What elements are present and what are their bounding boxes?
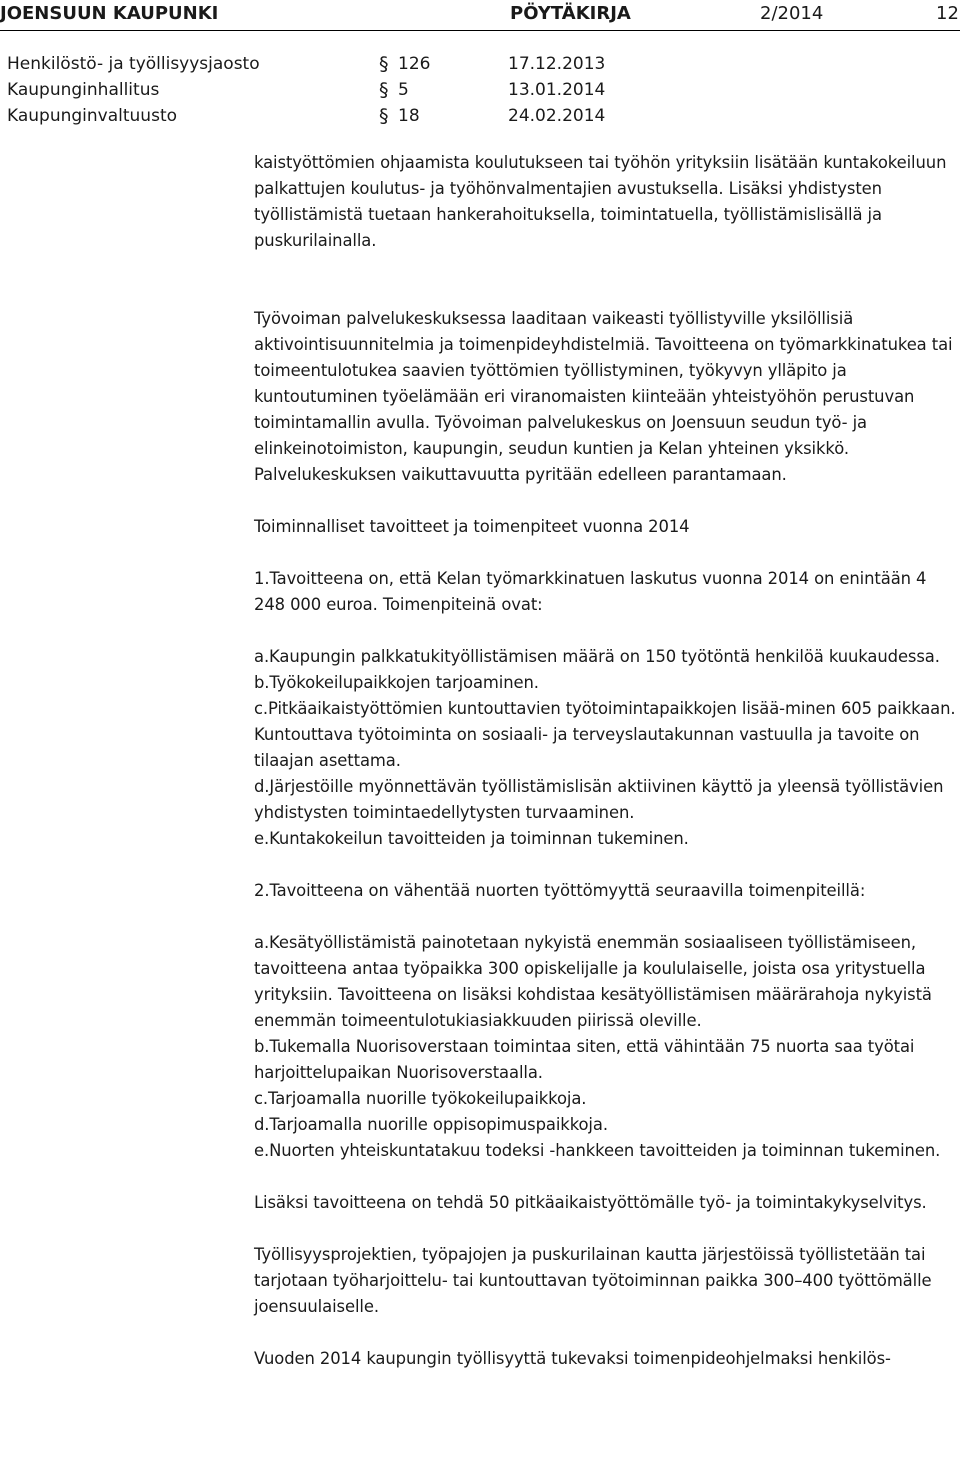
organization-name: JOENSUUN KAUPUNKI	[0, 3, 219, 24]
document-body	[254, 150, 956, 1372]
document-type: PÖYTÄKIRJA	[510, 3, 631, 24]
meta-row	[0, 51, 960, 77]
section-heading: Toiminnalliset tavoitteet ja toimenpiteet vuonna 2014	[254, 517, 690, 536]
document-number: 2/2014	[760, 3, 824, 24]
list-item: e.Kuntakokeilun tavoitteiden ja toiminnan tukeminen.	[254, 829, 689, 848]
meta-body: Kaupunginvaltuusto	[7, 106, 178, 126]
page-header	[0, 0, 960, 31]
page-number: 12	[936, 3, 959, 24]
meta-section-number: 126	[398, 54, 431, 74]
list-item: b.Tukemalla Nuorisoverstaan toimintaa siten, että vähintään 75 nuorta saa työtai harjoittelupaikan Nuorisoverstaalla.	[254, 1037, 915, 1082]
meta-date: 24.02.2014	[508, 106, 606, 126]
paragraph: kaistyöttömien ohjaamista koulutukseen tai työhön yrityksiin lisätään kuntakokeiluun palkattujen koulutus- ja työhönvalmentajien avustuksella. Lisäksi yhdistysten työllistämistä tuetaan hankerahoituksella, toimintatuella, työllistämislisällä ja puskurilainalla.	[254, 153, 947, 250]
goal-1: 1.Tavoitteena on, että Kelan työmarkkinatuen laskutus vuonna 2014 on enintään 4 248 000 euroa. Toimenpiteinä ovat:	[254, 569, 927, 614]
goal-2-list	[254, 930, 956, 1164]
paragraph: Vuoden 2014 kaupungin työllisyyttä tukevaksi toimenpideohjelmaksi henkilös-	[254, 1349, 891, 1368]
paragraph: Työvoiman palvelukeskuksessa laaditaan vaikeasti työllistyville yksilöllisiä aktivointisuunnitelmia ja toimenpideyhdistelmiä. Tavoitteena on työmarkkinatukea tai toimeentulotukea saavien työttömien työllistyminen, työkyvyn ylläpito ja kuntoutuminen työelämään eri viranomaisten kiinteään yhteistyöhön perustuvan toimintamallin avulla. Työvoiman palvelukeskus on Joensuun seudun työ- ja elinkeinotoimiston, kaupungin, seudun kuntien ja Kelan yhteinen yksikkö. Palvelukeskuksen vaikuttavuutta pyritään edelleen parantamaan.	[254, 309, 953, 484]
section-sign: §	[379, 105, 389, 127]
paragraph: Lisäksi tavoitteena on tehdä 50 pitkäaikaistyöttömälle työ- ja toimintakykyselvitys.	[254, 1193, 927, 1212]
section-sign: §	[379, 79, 389, 101]
meta-date: 13.01.2014	[508, 80, 606, 100]
meta-body: Henkilöstö- ja työllisyysjaosto	[7, 54, 260, 74]
meta-section-number: 18	[398, 106, 420, 126]
list-item: a.Kesätyöllistämistä painotetaan nykyistä enemmän sosiaaliseen työllistämiseen, tavoitteena antaa työpaikka 300 opiskelijalle ja koululaiselle, joista osa yritystuella yrityksiin. Tavoitteena on lisäksi kohdistaa kesätyöllistämisen määrärahoja nykyistä enemmän toimeentulotukiasiakkuuden piirissä oleville.	[254, 933, 932, 1030]
list-item: e.Nuorten yhteiskuntatakuu todeksi -hankkeen tavoitteiden ja toiminnan tukeminen.	[254, 1141, 941, 1160]
list-item: a.Kaupungin palkkatukityöllistämisen määrä on 150 työtöntä henkilöä kuukaudessa.	[254, 647, 940, 666]
meta-row	[0, 103, 960, 129]
list-item: c.Tarjoamalla nuorille työkokeilupaikkoja.	[254, 1089, 587, 1108]
meta-section-number: 5	[398, 80, 409, 100]
meta-date: 17.12.2013	[508, 54, 606, 74]
paragraph: Työllisyysprojektien, työpajojen ja puskurilainan kautta järjestöissä työllistetään tai tarjotaan työharjoittelu- tai kuntouttavan työtoiminnan paikka 300–400 työttömälle joensuulaiselle.	[254, 1245, 932, 1316]
section-sign: §	[379, 53, 389, 75]
list-item: d.Tarjoamalla nuorille oppisopimuspaikkoja.	[254, 1115, 608, 1134]
meta-row	[0, 77, 960, 103]
meta-body: Kaupunginhallitus	[7, 80, 160, 100]
list-item: c.Pitkäaikaistyöttömien kuntouttavien työtoimintapaikkojen lisää-minen 605 paikkaan. Kuntouttava työtoiminta on sosiaali- ja terveyslautakunnan vastuulla ja tavoite on tilaajan asettama.	[254, 699, 956, 770]
list-item: b.Työkokeilupaikkojen tarjoaminen.	[254, 673, 539, 692]
goal-2: 2.Tavoitteena on vähentää nuorten työttömyyttä seuraavilla toimenpiteillä:	[254, 881, 866, 900]
goal-1-list	[254, 644, 956, 852]
list-item: d.Järjestöille myönnettävän työllistämislisän aktiivinen käyttö ja yleensä työllistävien yhdistysten toimintaedellytysten turvaaminen.	[254, 777, 944, 822]
